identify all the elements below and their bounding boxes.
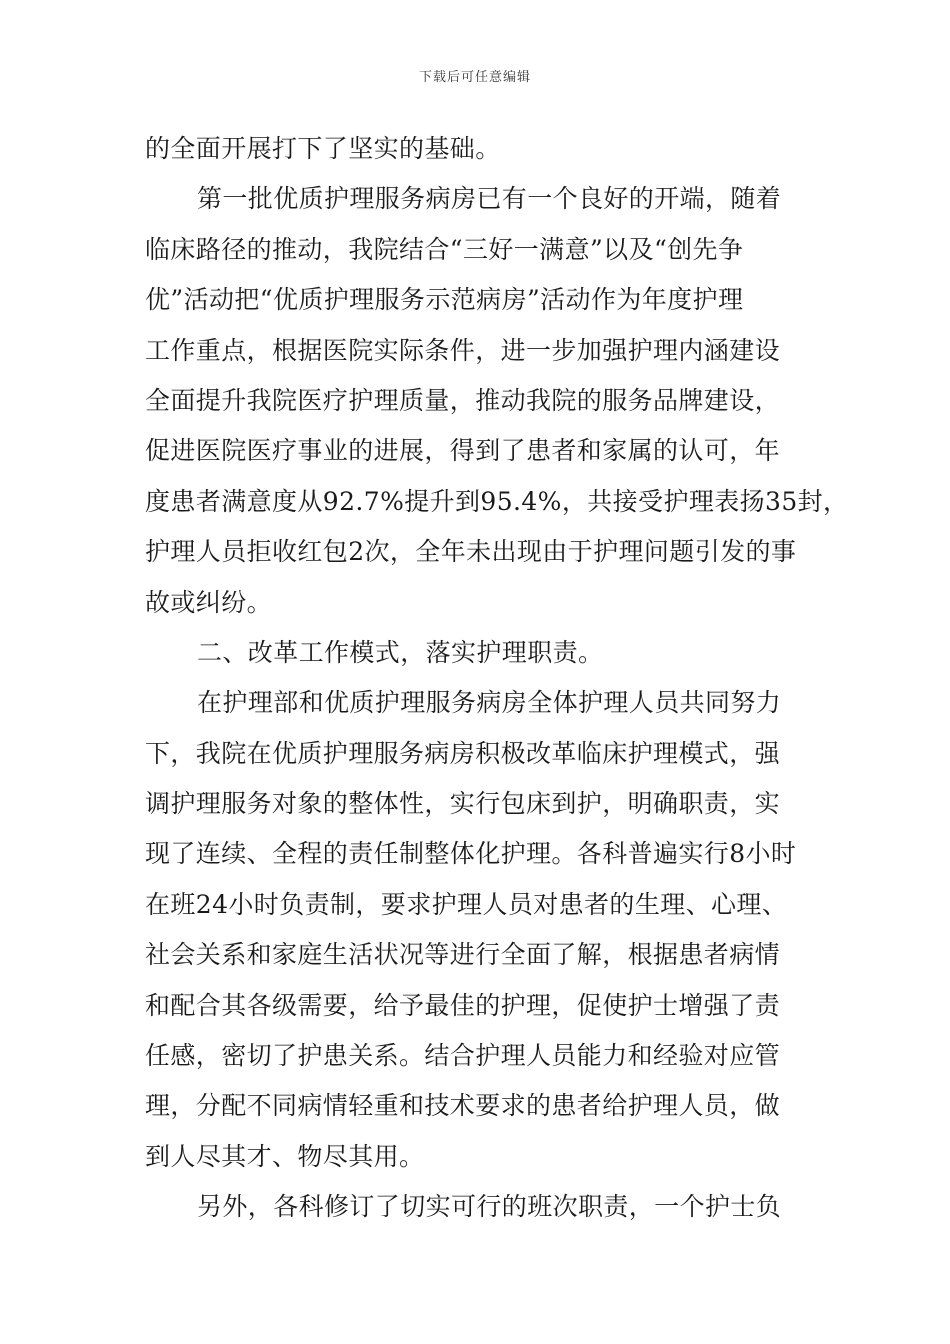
text-line: 现了连续、全程的责任制整体化护理。各科普遍实行8小时: [145, 839, 797, 869]
document-body: [145, 124, 849, 1233]
text-line: 的全面开展打下了坚实的基础。: [145, 134, 501, 163]
text-line: 理，分配不同病情轻重和技术要求的患者给护理人员，做: [145, 1091, 781, 1121]
text-line: 下，我院在优质护理服务病房积极改革临床护理模式，强: [145, 738, 781, 768]
text-line: 促进医院医疗事业的进展，得到了患者和家属的认可，年: [145, 436, 781, 466]
text-line: 故或纠纷。: [145, 587, 273, 617]
text-line: 到人尽其才、物尽其用。: [145, 1141, 425, 1171]
text-line: 工作重点，根据医院实际条件，进一步加强护理内涵建设: [145, 335, 781, 365]
text-line: 度患者满意度从92.7%提升到95.4%，共接受护理表扬35封，: [145, 486, 849, 516]
text-line: 第一批优质护理服务病房已有一个良好的开端，随着: [197, 184, 782, 214]
text-line: 和配合其各级需要，给予最佳的护理，促使护士增强了责: [145, 990, 781, 1020]
text-line: 优”活动把“优质护理服务示范病房”活动作为年度护理: [145, 285, 744, 315]
text-line: 临床路径的推动，我院结合“三好一满意”以及“创先争: [145, 234, 744, 264]
text-line: 护理人员拒收红包2次，全年未出现由于护理问题引发的事: [145, 537, 797, 567]
text-line: 在护理部和优质护理服务病房全体护理人员共同努力: [197, 688, 782, 718]
text-line: 在班24小时负责制，要求护理人员对患者的生理、心理、: [145, 889, 788, 919]
text-line: 全面提升我院医疗护理质量，推动我院的服务品牌建设，: [145, 385, 781, 415]
text-line: 调护理服务对象的整体性，实行包床到护，明确职责，实: [145, 789, 781, 819]
text-line: 社会关系和家庭生活状况等进行全面了解，根据患者病情: [145, 940, 781, 970]
text-line: 另外，各科修订了切实可行的班次职责，一个护士负: [197, 1192, 782, 1222]
text-line: 任感，密切了护患关系。结合护理人员能力和经验对应管: [145, 1041, 781, 1071]
section-heading: 二、改革工作模式，落实护理职责。: [197, 637, 604, 667]
page-header: 下载后可任意编辑: [418, 70, 531, 85]
